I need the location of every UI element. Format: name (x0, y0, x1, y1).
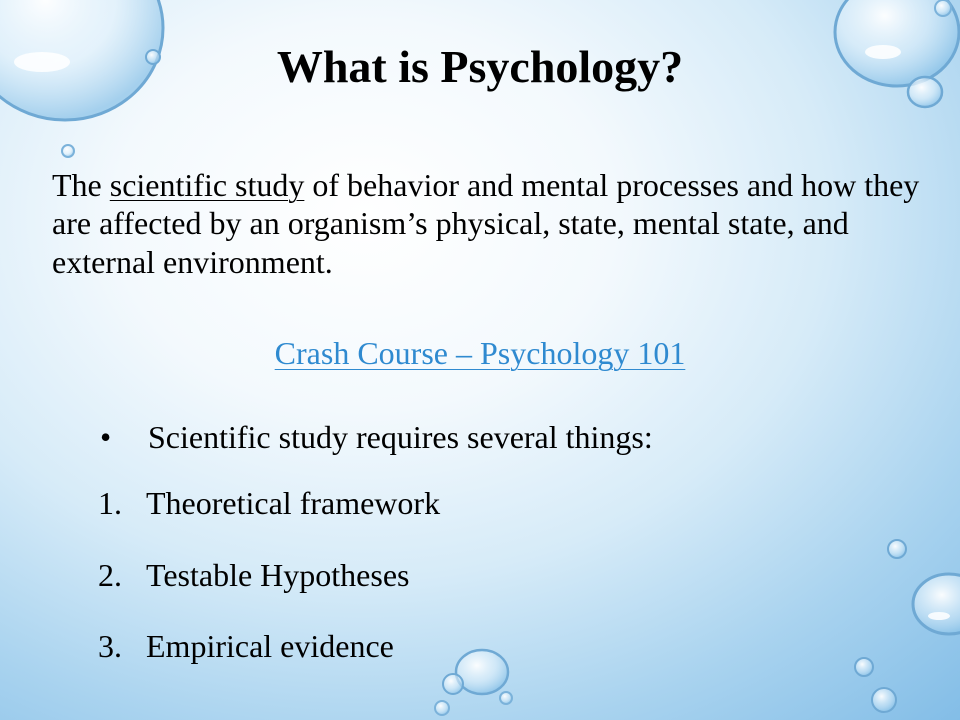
drop-bottom-right-pair (855, 658, 896, 712)
definition-text-start: The (52, 167, 110, 203)
slide-title: What is Psychology? (276, 41, 684, 92)
drop-bottom-center (435, 650, 512, 715)
drop-bottom-right-large (913, 574, 960, 634)
numbered-marker-2: 2. (98, 557, 122, 593)
numbered-text-1: Theoretical framework (146, 485, 441, 521)
numbered-marker-1: 1. (98, 485, 122, 521)
definition-underlined-term: scientific study (109, 167, 305, 203)
drop-right-mid-small (888, 540, 906, 558)
crash-course-link[interactable]: Crash Course – Psychology 101 (274, 335, 686, 371)
link-container (0, 334, 960, 372)
numbered-text-2: Testable Hypotheses (146, 557, 410, 593)
numbered-marker-3: 3. (98, 628, 122, 664)
bullet-marker: • (100, 419, 112, 455)
numbered-text-3: Empirical evidence (146, 628, 394, 664)
bullet-text: Scientific study requires several things: (148, 419, 653, 455)
bullet-item (98, 418, 653, 456)
numbered-item-1 (98, 484, 440, 522)
definition-text-end: of behavior and mental processes and how they are affected by an organism’s physical, state, mental state, and external environment. (52, 167, 920, 280)
drop-left-tiny (62, 145, 74, 157)
drop-right-small (935, 0, 951, 16)
numbered-item-3 (98, 627, 394, 665)
numbered-item-2 (98, 556, 409, 594)
definition-paragraph (52, 166, 922, 281)
